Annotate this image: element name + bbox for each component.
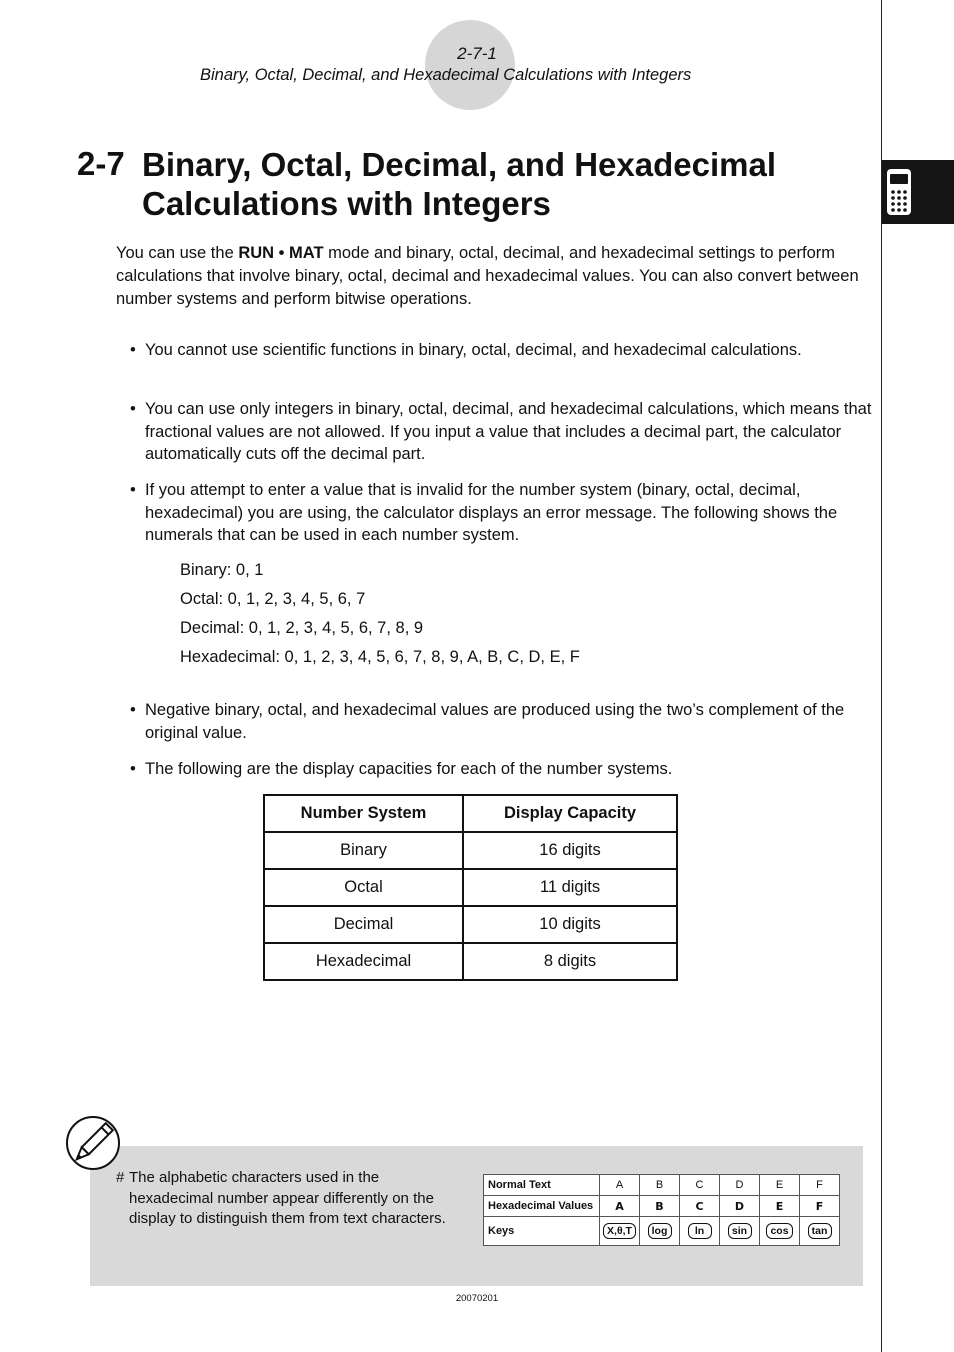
table-cell: Hexadecimal — [264, 943, 463, 980]
column-header: Display Capacity — [463, 795, 677, 832]
bullet-item: • You cannot use scientific functions in binary, octal, decimal, and hexadecimal calculations. — [130, 341, 802, 359]
table-cell: F — [800, 1175, 840, 1196]
hex-glyph: F — [800, 1196, 840, 1217]
header-circle — [425, 20, 515, 110]
table-cell: E — [760, 1175, 800, 1196]
table-header-row — [264, 795, 677, 832]
bullet-text: If you attempt to enter a value that is invalid for the number system (binary, octal, decimal, hexadecimal) you are using, the calculator displays an error message. The following shows the numerals that can be used in each number system. — [145, 481, 838, 544]
row-label: Hexadecimal Values — [484, 1196, 600, 1217]
note-marker: # — [116, 1169, 125, 1186]
pencil-icon — [64, 1114, 122, 1172]
page-number: 2-7-1 — [457, 44, 497, 63]
table-cell: D — [720, 1175, 760, 1196]
intro-before: You can use the — [116, 244, 239, 262]
key-cos: cos — [766, 1223, 792, 1239]
hex-glyph: B — [640, 1196, 680, 1217]
note-body: The alphabetic characters used in the hexadecimal number appear differently on the display to distinguish them from text characters. — [129, 1169, 446, 1227]
section-title: Binary, Octal, Decimal, and Hexadecimal Calculations with Integers — [142, 146, 776, 222]
bullet-text: The following are the display capacities for each of the number systems. — [145, 760, 673, 778]
mode-name: RUN • MAT — [238, 244, 324, 262]
table-cell: Octal — [264, 869, 463, 906]
intro-after: mode and binary, octal, decimal, and hexadecimal settings to perform calculations that involve binary, octal, decimal and hexadecimal values. You can also convert between number systems and perform bitwise operations. — [116, 244, 859, 308]
row-label: Keys — [484, 1217, 600, 1246]
hex-glyph: C — [680, 1196, 720, 1217]
section-number: 2-7 — [77, 145, 125, 182]
chapter-tab — [882, 160, 954, 224]
bullet-item: • If you attempt to enter a value that is invalid for the number system (binary, octal, decimal, hexadecimal) you are using, the calculator displays an error message. The following shows the numerals that can be used in each number system. — [130, 481, 838, 544]
note-text — [116, 1168, 446, 1230]
column-header: Number System — [264, 795, 463, 832]
table-row — [264, 943, 677, 980]
table-cell: 16 digits — [463, 832, 677, 869]
table-cell: Decimal — [264, 906, 463, 943]
table-row — [484, 1196, 840, 1217]
key-sin: sin — [728, 1223, 752, 1239]
running-title: Binary, Octal, Decimal, and Hexadecimal Calculations with Integers — [200, 66, 692, 84]
hex-glyph: D — [720, 1196, 760, 1217]
table-row — [484, 1175, 840, 1196]
numeral-line: Binary: 0, 1 — [180, 561, 264, 579]
key-xthetat: X,θ,T — [603, 1223, 636, 1239]
bullet-text: You can use only integers in binary, octal, decimal, and hexadecimal calculations, which means that fractional values are not allowed. If you input a value that includes a decimal part, the calculator automatically cuts off the decimal part. — [145, 400, 872, 463]
table-row — [264, 869, 677, 906]
footer-code: 20070201 — [455, 1293, 499, 1304]
hex-character-table — [483, 1174, 840, 1246]
table-row — [484, 1217, 840, 1246]
table-cell: Binary — [264, 832, 463, 869]
bullet-item: • Negative binary, octal, and hexadecimal values are produced using the two’s complement of the original value. — [130, 701, 845, 742]
hex-glyph: E — [760, 1196, 800, 1217]
bullet-text: You cannot use scientific functions in binary, octal, decimal, and hexadecimal calculations. — [145, 341, 802, 359]
hex-glyph: A — [600, 1196, 640, 1217]
table-row — [264, 906, 677, 943]
display-capacity-table — [263, 794, 678, 981]
table-cell: 8 digits — [463, 943, 677, 980]
table-cell: B — [640, 1175, 680, 1196]
table-cell: A — [600, 1175, 640, 1196]
bullet-item: • You can use only integers in binary, octal, decimal, and hexadecimal calculations, which means that fractional values are not allowed. If you input a value that includes a decimal part, the calculator automatically cuts off the decimal part. — [130, 400, 872, 463]
table-cell: 10 digits — [463, 906, 677, 943]
table-cell: 11 digits — [463, 869, 677, 906]
key-log: log — [648, 1223, 672, 1239]
calculator-icon — [882, 160, 954, 224]
key-ln: ln — [688, 1223, 712, 1239]
table-cell: C — [680, 1175, 720, 1196]
numeral-line: Hexadecimal: 0, 1, 2, 3, 4, 5, 6, 7, 8, 9, A, B, C, D, E, F — [180, 648, 580, 666]
table-row — [264, 832, 677, 869]
bullet-item: • The following are the display capacities for each of the number systems. — [130, 760, 673, 778]
numeral-line: Octal: 0, 1, 2, 3, 4, 5, 6, 7 — [180, 590, 366, 608]
bullet-text: Negative binary, octal, and hexadecimal values are produced using the two’s complement of the original value. — [145, 701, 845, 742]
numeral-line: Decimal: 0, 1, 2, 3, 4, 5, 6, 7, 8, 9 — [180, 619, 424, 637]
key-tan: tan — [808, 1223, 832, 1239]
intro-paragraph — [116, 242, 866, 311]
row-label: Normal Text — [484, 1175, 600, 1196]
